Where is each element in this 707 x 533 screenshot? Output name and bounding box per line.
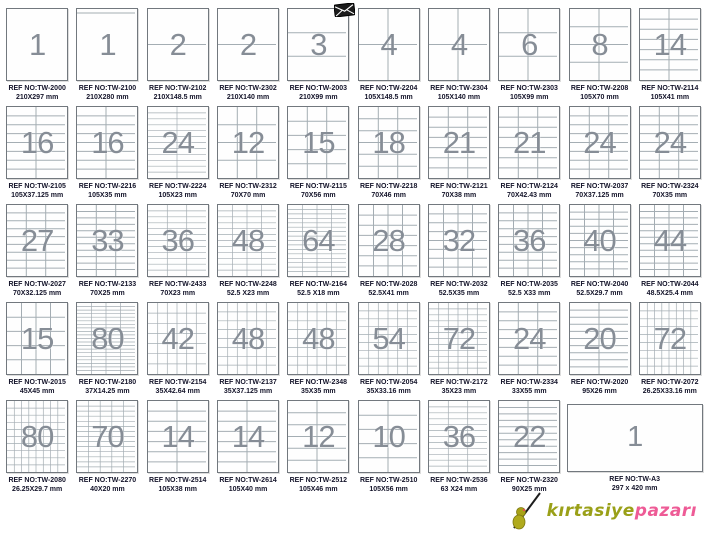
product-caption — [360, 378, 417, 396]
label-count: 40 — [583, 222, 616, 258]
product-caption — [641, 378, 698, 396]
label-count: 16 — [20, 124, 54, 160]
label-size: 48.5X25.4 mm — [646, 290, 693, 298]
product-caption — [430, 182, 487, 200]
label-size: 70X37.125 mm — [575, 192, 624, 200]
label-count: 64 — [302, 222, 335, 258]
product-caption — [79, 182, 136, 200]
product-caption — [290, 182, 347, 200]
label-size: 70X35 mm — [652, 192, 688, 200]
label-sheet-diagram — [569, 204, 631, 277]
ref-number: REF NO:TW-2102 — [149, 85, 207, 92]
product-cell[interactable] — [283, 395, 353, 493]
ref-number: REF NO:TW-2100 — [78, 85, 137, 92]
label-count: 15 — [20, 320, 54, 356]
product-cell[interactable] — [143, 199, 213, 297]
product-caption — [501, 84, 558, 102]
product-caption — [79, 378, 136, 396]
label-sheet-diagram — [428, 8, 490, 81]
product-cell[interactable] — [424, 297, 494, 395]
product-caption — [571, 378, 628, 396]
label-count: 24 — [653, 124, 687, 160]
label-count: 72 — [442, 320, 476, 356]
product-caption — [360, 476, 417, 494]
product-cell[interactable] — [283, 3, 353, 101]
product-caption — [430, 378, 487, 396]
label-size: 35X37.125 mm — [223, 388, 273, 396]
ref-number: REF NO:TW-2121 — [430, 183, 488, 190]
product-caption — [501, 280, 558, 298]
label-size: 26.25X29.7 mm — [12, 486, 63, 494]
label-size: 210X99 mm — [299, 94, 338, 102]
label-sheet-diagram — [147, 204, 209, 277]
ref-number: REF NO:TW-2224 — [149, 183, 207, 190]
ref-number: REF NO:TW-2510 — [359, 477, 418, 484]
product-caption — [8, 280, 65, 298]
label-sheet-diagram — [217, 106, 279, 179]
label-sheet-diagram — [147, 400, 209, 473]
label-size: 63 X24 mm — [440, 486, 478, 494]
product-caption — [79, 84, 136, 102]
label-count: 80 — [20, 418, 54, 454]
ref-number: REF NO:TW-2115 — [289, 183, 347, 190]
label-size: 210X280 mm — [86, 94, 129, 102]
product-caption — [641, 280, 698, 298]
label-sheet-diagram — [569, 106, 631, 179]
label-count: 4 — [380, 26, 397, 62]
product-caption — [430, 84, 487, 102]
ref-number: REF NO:TW-2304 — [430, 85, 488, 92]
label-sheet-diagram — [6, 204, 68, 277]
product-cell[interactable] — [635, 101, 705, 199]
label-size: 70X56 mm — [301, 192, 336, 200]
label-sheet-diagram — [358, 106, 420, 179]
product-cell[interactable] — [213, 395, 283, 493]
product-cell[interactable] — [494, 3, 564, 101]
label-size: 70X38 mm — [441, 192, 477, 200]
product-caption — [79, 476, 136, 494]
label-sheet-diagram — [639, 106, 701, 179]
ref-number: REF NO:TW-2015 — [8, 379, 66, 386]
ref-number: REF NO:TW-2154 — [149, 379, 207, 386]
product-caption — [149, 476, 206, 494]
product-cell[interactable] — [564, 101, 634, 199]
label-sheet-diagram — [428, 106, 490, 179]
label-sheet-diagram — [6, 302, 68, 375]
label-count: 44 — [653, 222, 687, 258]
product-cell[interactable] — [494, 199, 564, 297]
product-cell[interactable] — [283, 101, 353, 199]
ref-number: REF NO:TW-2035 — [500, 281, 558, 288]
ref-number: REF NO:TW-2270 — [78, 477, 137, 484]
product-cell[interactable] — [213, 3, 283, 101]
label-count: 6 — [521, 26, 538, 62]
product-cell[interactable] — [2, 3, 72, 101]
product-caption — [219, 84, 276, 102]
label-sheet-diagram — [498, 204, 560, 277]
label-size: 33X55 mm — [511, 388, 547, 396]
label-count: 54 — [372, 320, 405, 356]
brand-logo[interactable] — [507, 491, 697, 531]
product-cell[interactable] — [424, 199, 494, 297]
ref-number: REF NO:TW-2133 — [78, 281, 137, 288]
label-count: 33 — [91, 222, 124, 258]
label-size: 70X42.43 mm — [507, 192, 552, 200]
label-count: 12 — [231, 124, 265, 160]
ref-number: REF NO:TW-2208 — [570, 85, 629, 92]
label-size: 210X297 mm — [15, 94, 59, 102]
ref-number: REF NO:TW-2180 — [78, 379, 137, 386]
label-count: 4 — [450, 26, 468, 62]
product-caption — [571, 182, 628, 200]
product-caption — [290, 378, 347, 396]
label-size: 35X42.64 mm — [155, 388, 200, 396]
label-count: 10 — [372, 418, 405, 454]
product-caption — [290, 280, 347, 298]
product-caption — [571, 280, 628, 298]
product-caption — [8, 182, 65, 200]
label-sheet-diagram — [217, 302, 279, 375]
product-caption — [149, 84, 206, 102]
label-count: 48 — [231, 222, 265, 258]
product-cell[interactable] — [564, 297, 634, 395]
label-count: 12 — [302, 418, 335, 454]
ref-number: REF NO:TW-2512 — [289, 477, 348, 484]
brand-name-secondary: pazarı — [634, 501, 697, 521]
product-caption — [430, 476, 487, 494]
ref-number: REF NO:TW-2037 — [570, 183, 629, 190]
ref-number: REF NO:TW-2080 — [8, 477, 66, 484]
label-count: 2 — [169, 26, 186, 62]
product-cell[interactable] — [283, 297, 353, 395]
label-sheet-diagram — [428, 400, 490, 473]
product-cell[interactable] — [354, 395, 424, 493]
label-size: 105X38 mm — [158, 486, 197, 494]
label-sheet-diagram — [287, 204, 349, 277]
product-caption — [501, 182, 558, 200]
product-caption — [219, 378, 276, 396]
ref-number: REF NO:TW-2433 — [149, 281, 207, 288]
label-sheet-diagram — [358, 400, 420, 473]
label-sheet-diagram — [217, 204, 279, 277]
ref-number: REF NO:TW-2032 — [430, 281, 488, 288]
label-size: 105X46 mm — [299, 486, 338, 494]
product-cell[interactable] — [635, 199, 705, 297]
label-count: 14 — [653, 26, 687, 62]
product-cell[interactable] — [354, 101, 424, 199]
label-sheet-diagram — [287, 302, 349, 375]
label-size: 105X23 mm — [158, 192, 197, 200]
label-sheet-diagram — [6, 106, 68, 179]
product-cell[interactable] — [143, 101, 213, 199]
product-cell[interactable] — [2, 199, 72, 297]
label-count: 27 — [20, 222, 54, 258]
label-sheet-diagram — [639, 302, 701, 375]
product-cell[interactable] — [283, 199, 353, 297]
ref-number: REF NO:TW-2218 — [359, 183, 418, 190]
label-count: 1 — [99, 26, 116, 62]
ref-number: REF NO:TW-2324 — [641, 183, 699, 190]
label-sheet-diagram — [147, 8, 209, 81]
label-sheet-diagram — [6, 8, 68, 81]
label-count: 28 — [372, 222, 405, 258]
product-caption — [149, 378, 206, 396]
label-count: 70 — [91, 418, 124, 454]
label-size: 35X23 mm — [441, 388, 477, 396]
product-cell[interactable] — [213, 199, 283, 297]
ref-number: REF NO:TW-2514 — [149, 477, 207, 484]
ref-number: REF NO:TW-2164 — [289, 281, 348, 288]
ref-number: REF NO:TW-2040 — [570, 281, 629, 288]
label-size: 105X40 mm — [228, 486, 268, 494]
ref-number: REF NO:TW-2072 — [641, 379, 699, 386]
ref-number: REF NO:TW-2302 — [219, 85, 277, 92]
label-count: 3 — [310, 26, 327, 62]
label-size: 45X45 mm — [19, 388, 55, 396]
product-caption — [219, 182, 276, 200]
product-caption — [8, 378, 65, 396]
label-sheet-diagram — [147, 106, 209, 179]
product-cell[interactable] — [424, 3, 494, 101]
label-sheet-diagram — [76, 302, 138, 375]
mascot-icon — [507, 491, 545, 531]
label-sheet-diagram — [498, 106, 560, 179]
ref-number: REF NO:TW-2334 — [500, 379, 558, 386]
label-sheet-diagram — [358, 302, 420, 375]
label-count: 15 — [302, 124, 335, 160]
label-sheet-diagram — [498, 302, 560, 375]
label-count: 22 — [512, 418, 546, 454]
ref-number: REF NO:TW-2105 — [8, 183, 66, 190]
ref-number: REF NO:TW-2216 — [78, 183, 137, 190]
product-cell[interactable] — [143, 3, 213, 101]
label-count: 36 — [442, 418, 476, 454]
label-size: 40X20 mm — [90, 486, 125, 494]
product-cell[interactable] — [635, 297, 705, 395]
label-count: 1 — [29, 26, 46, 62]
product-cell[interactable] — [564, 395, 705, 493]
label-sheet-diagram — [567, 404, 703, 472]
product-caption — [149, 280, 206, 298]
product-cell[interactable] — [2, 101, 72, 199]
product-cell[interactable] — [354, 199, 424, 297]
product-cell[interactable] — [494, 297, 564, 395]
label-size: 52.5X41 mm — [368, 290, 409, 298]
label-size: 105X41 mm — [650, 94, 690, 102]
product-cell[interactable] — [494, 395, 564, 493]
label-size: 105X56 mm — [369, 486, 408, 494]
label-count: 8 — [591, 26, 608, 62]
label-size: 52.5X29.7 mm — [576, 290, 623, 298]
product-caption — [430, 280, 487, 298]
label-size: 210X140 mm — [226, 94, 270, 102]
label-sheet-diagram — [358, 8, 420, 81]
label-size: 105X99 mm — [509, 94, 549, 102]
label-count: 32 — [442, 222, 476, 258]
ref-number: REF NO:TW-2320 — [500, 477, 558, 484]
product-caption — [501, 378, 558, 396]
ref-number: REF NO:TW-A3 — [609, 475, 661, 483]
label-sheet-diagram — [569, 8, 631, 81]
ref-number: REF NO:TW-2028 — [359, 281, 418, 288]
label-count: 24 — [161, 124, 194, 160]
label-count: 36 — [161, 222, 194, 258]
ref-number: REF NO:TW-2248 — [219, 281, 277, 288]
ref-number: REF NO:TW-2536 — [430, 477, 488, 484]
label-sheet-diagram — [76, 204, 138, 277]
label-sheet-diagram — [639, 204, 701, 277]
product-caption — [571, 84, 628, 102]
label-size: 105X140 mm — [437, 94, 481, 102]
label-size: 105X148.5 mm — [364, 94, 413, 102]
label-count: 1 — [627, 421, 643, 454]
product-cell[interactable] — [2, 395, 72, 493]
product-cell[interactable] — [143, 395, 213, 493]
label-sheet-diagram — [217, 8, 279, 81]
product-caption — [219, 476, 276, 494]
label-sheet-diagram — [287, 8, 349, 81]
ref-number: REF NO:TW-2312 — [219, 183, 277, 190]
label-sheet-diagram — [428, 302, 490, 375]
label-size: 52.5 X23 mm — [226, 290, 270, 298]
label-count: 20 — [583, 320, 616, 356]
product-caption — [360, 182, 417, 200]
product-caption — [79, 280, 136, 298]
label-count: 14 — [161, 418, 194, 454]
ref-number: REF NO:TW-2027 — [8, 281, 66, 288]
product-cell[interactable] — [564, 3, 634, 101]
ref-number: REF NO:TW-2000 — [8, 85, 66, 92]
product-cell[interactable] — [72, 395, 142, 493]
ref-number: REF NO:TW-2003 — [289, 85, 348, 92]
product-cell[interactable] — [213, 101, 283, 199]
label-size: 95X26 mm — [582, 388, 617, 396]
ref-number: REF NO:TW-2137 — [219, 379, 277, 386]
label-size: 52.5 X33 mm — [508, 290, 551, 298]
ref-number: REF NO:TW-2204 — [359, 85, 418, 92]
product-caption — [290, 84, 347, 102]
label-sheet-diagram — [498, 400, 560, 473]
brand-name-primary: kırtasiye — [546, 501, 635, 521]
product-cell[interactable] — [72, 199, 142, 297]
product-cell[interactable] — [72, 3, 142, 101]
label-size: 35X35 mm — [301, 388, 336, 396]
label-count: 2 — [239, 26, 257, 62]
label-count: 16 — [91, 124, 124, 160]
label-size: 70X25 mm — [90, 290, 125, 298]
label-sheet-diagram — [217, 400, 279, 473]
label-size: 52.5X35 mm — [438, 290, 480, 298]
label-size: 52.5 X18 mm — [297, 290, 340, 298]
ref-number: REF NO:TW-2044 — [641, 281, 699, 288]
label-size: 70X23 mm — [160, 290, 196, 298]
label-size: 70X46 mm — [371, 192, 406, 200]
product-cell[interactable] — [494, 101, 564, 199]
label-size: 90X25 mm — [511, 486, 547, 494]
label-sheet-diagram — [287, 400, 349, 473]
label-sheet-diagram — [76, 8, 138, 81]
product-caption — [360, 84, 417, 102]
label-count: 42 — [161, 320, 194, 356]
label-count: 24 — [583, 124, 616, 160]
label-sheet-diagram — [76, 400, 138, 473]
label-count: 14 — [231, 418, 265, 454]
label-size: 105X35 mm — [88, 192, 127, 200]
label-size: 26.25X33.16 mm — [642, 388, 697, 396]
product-caption — [641, 84, 698, 102]
product-caption — [149, 182, 206, 200]
label-sheet-diagram — [76, 106, 138, 179]
ref-number: REF NO:TW-2124 — [500, 183, 558, 190]
label-count: 21 — [512, 124, 546, 160]
label-size: 210X148.5 mm — [153, 94, 202, 102]
label-size: 35X33.16 mm — [366, 388, 411, 396]
label-sheet-diagram — [287, 106, 349, 179]
product-caption — [641, 182, 698, 200]
label-sheet-diagram — [639, 8, 701, 81]
label-sheet-diagram — [358, 204, 420, 277]
product-cell[interactable] — [424, 101, 494, 199]
product-cell[interactable] — [143, 297, 213, 395]
product-cell[interactable] — [213, 297, 283, 395]
label-count: 48 — [231, 320, 265, 356]
label-count: 36 — [512, 222, 546, 258]
label-sheet-diagram — [498, 8, 560, 81]
label-size: 297 x 420 mm — [611, 484, 658, 492]
ref-number: REF NO:TW-2303 — [500, 85, 558, 92]
label-size: 37X14.25 mm — [85, 388, 130, 396]
product-caption — [8, 84, 65, 102]
product-cell[interactable] — [72, 297, 142, 395]
label-size: 70X32.125 mm — [13, 290, 62, 298]
product-cell[interactable] — [564, 199, 634, 297]
label-count: 21 — [442, 124, 476, 160]
ref-number: REF NO:TW-2614 — [219, 477, 277, 484]
label-count: 48 — [302, 320, 335, 356]
product-cell[interactable] — [635, 3, 705, 101]
product-cell[interactable] — [354, 3, 424, 101]
label-count: 72 — [653, 320, 687, 356]
label-size: 105X70 mm — [580, 94, 619, 102]
product-caption — [290, 476, 347, 494]
label-count: 18 — [372, 124, 405, 160]
ref-number: REF NO:TW-2054 — [359, 379, 418, 386]
label-count: 24 — [512, 320, 546, 356]
label-sheet-diagram — [147, 302, 209, 375]
product-cell[interactable] — [354, 297, 424, 395]
ref-number: REF NO:TW-2348 — [289, 379, 348, 386]
product-caption — [219, 280, 276, 298]
ref-number: REF NO:TW-2172 — [430, 379, 488, 386]
envelope-icon — [334, 3, 355, 17]
product-cell[interactable] — [72, 101, 142, 199]
label-size: 105X37.125 mm — [11, 192, 64, 200]
product-caption — [8, 476, 65, 494]
ref-number: REF NO:TW-2020 — [570, 379, 629, 386]
label-count: 80 — [91, 320, 124, 356]
label-sheet-diagram — [569, 302, 631, 375]
product-cell[interactable] — [424, 395, 494, 493]
label-size: 70X70 mm — [230, 192, 266, 200]
label-sheet-diagram — [428, 204, 490, 277]
product-cell[interactable] — [2, 297, 72, 395]
label-sheet-diagram — [6, 400, 68, 473]
product-caption — [360, 280, 417, 298]
ref-number: REF NO:TW-2114 — [641, 85, 699, 92]
